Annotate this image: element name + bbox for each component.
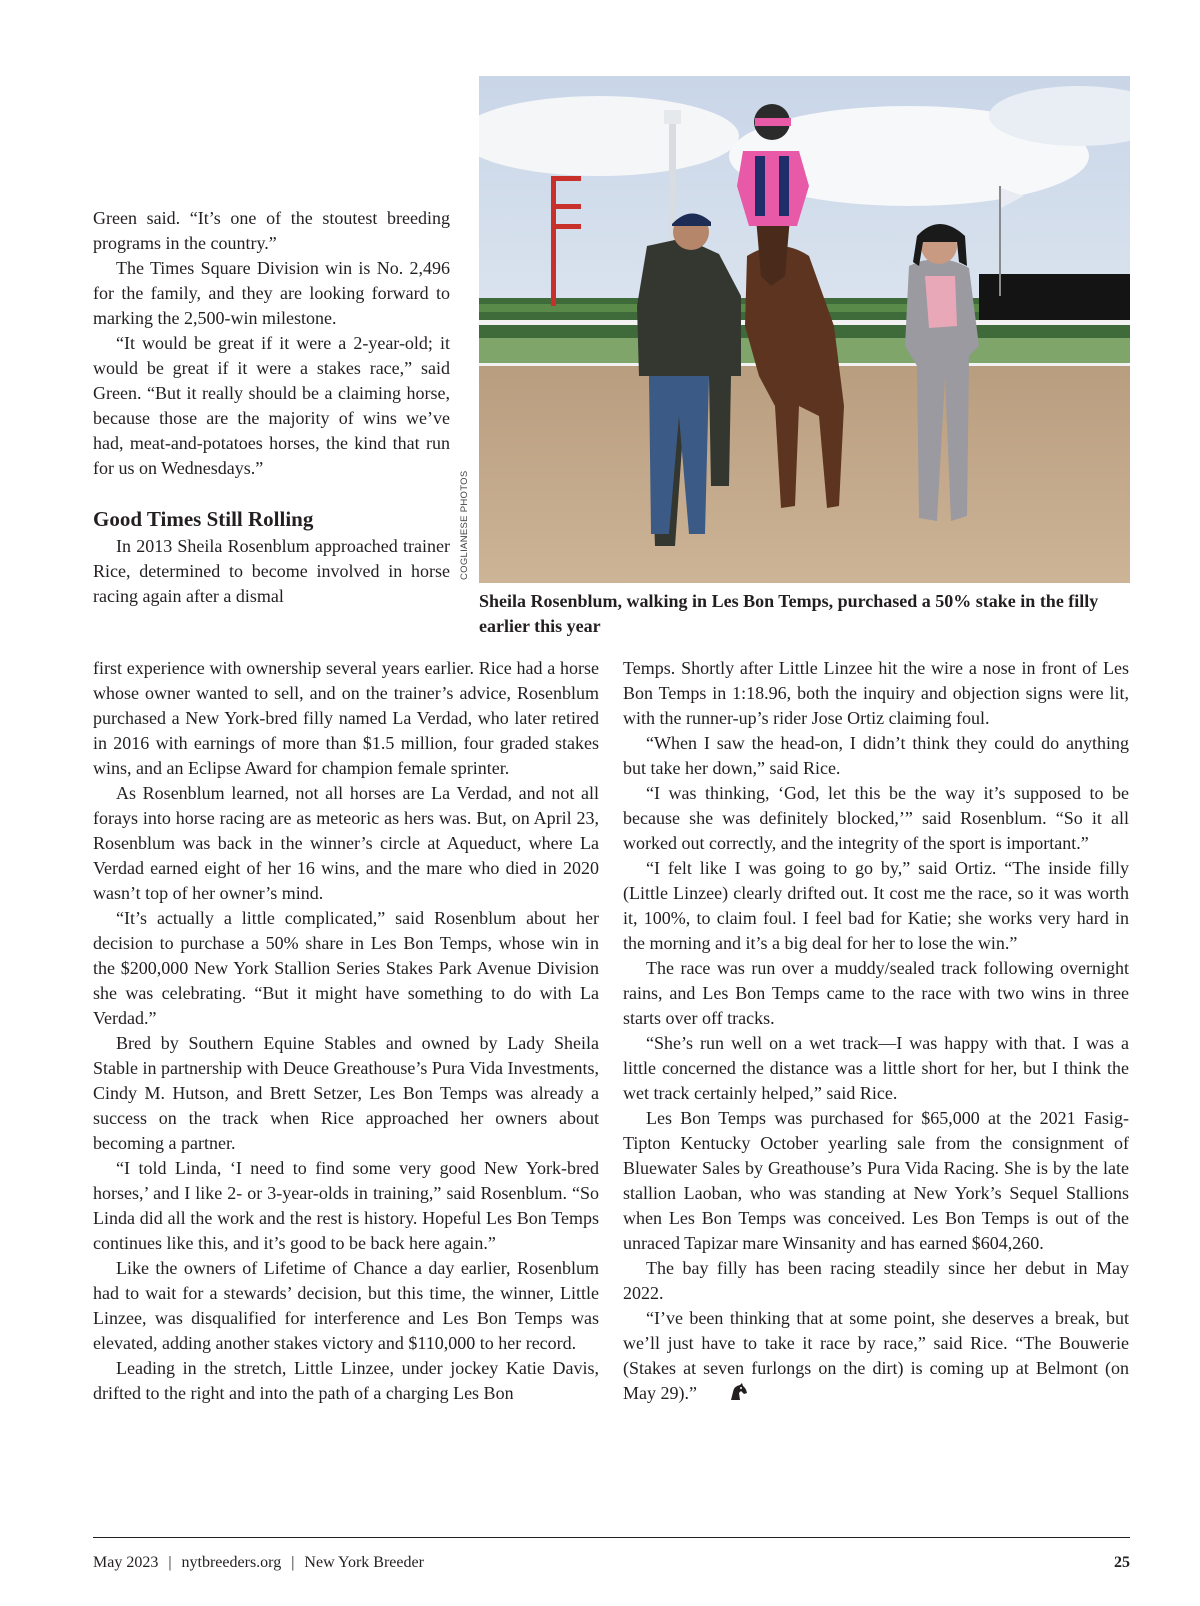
article-column-left-bottom — [93, 656, 599, 1406]
article-paragraph: Green said. “It’s one of the stoutest breeding programs in the country.” — [93, 208, 450, 253]
article-paragraph: Temps. Shortly after Little Linzee hit the wire a nose in front of Les Bon Temps in 1:18.96, both the inquiry and objection signs were lit, with the runner-up’s rider Jose Ortiz claiming foul. — [623, 658, 1129, 728]
article-column-right — [623, 656, 1129, 1408]
page-number: 25 — [1114, 1554, 1130, 1571]
article-paragraph: “I was thinking, ‘God, let this be the way it’s supposed to be because she was definitely blocked,’” said Rosenblum. “So it all worked out correctly, and the integrity of the sport is important.” — [623, 783, 1129, 853]
article-column-left-top — [93, 206, 450, 609]
article-paragraph: In 2013 Sheila Rosenblum approached trainer Rice, determined to become involved in horse racing again after a dismal — [93, 536, 450, 606]
article-paragraph: “When I saw the head-on, I didn’t think they could do anything but take her down,” said Rice. — [623, 733, 1129, 778]
photo-credit: COGLIANESE PHOTOS — [459, 470, 470, 580]
article-paragraph: first experience with ownership several years earlier. Rice had a horse whose owner wanted to sell, and on the trainer’s advice, Rosenblum purchased a New York-bred filly named La Verdad, who later retired in 2016 with earnings of more than $1.5 million, four graded stakes wins, and an Eclipse Award for champion female sprinter. — [93, 658, 599, 778]
article-paragraph: “I felt like I was going to go by,” said Ortiz. “The inside filly (Little Linzee) clearly drifted out. It cost me the race, so it was worth it, 100%, to claim foul. I feel bad for Katie; she works very hard in the morning and it’s a big deal for her to lose the win.” — [623, 858, 1129, 953]
article-paragraph: The race was run over a muddy/sealed track following overnight rains, and Les Bon Temps came to the race with two wins in three starts over off tracks. — [623, 958, 1129, 1028]
footer-date: May 2023 — [93, 1554, 159, 1571]
article-paragraph: Leading in the stretch, Little Linzee, under jockey Katie Davis, drifted to the right and into the path of a charging Les Bon — [93, 1358, 599, 1403]
page-footer — [93, 1553, 1130, 1573]
photo-caption: Sheila Rosenblum, walking in Les Bon Temps, purchased a 50% stake in the filly earlier this year — [479, 591, 1099, 636]
article-paragraph: The bay filly has been racing steadily since her debut in May 2022. — [623, 1258, 1129, 1303]
horse-head-icon — [705, 1383, 748, 1408]
article-paragraph: As Rosenblum learned, not all horses are La Verdad, and not all forays into horse racing are as meteoric as hers was. But, on April 23, Rosenblum was back in the winner’s circle at Aqueduct, where La Verdad earned eight of her 16 wins, and the mare who died in 2020 wasn’t top of her owner’s mind. — [93, 783, 599, 903]
footer-website: nytbreeders.org — [181, 1554, 282, 1571]
article-paragraph: Les Bon Temps was purchased for $65,000 at the 2021 Fasig-Tipton Kentucky October yearling sale from the consignment of Bluewater Sales by Greathouse’s Pura Vida Racing. She is by the late stallion Laoban, who was standing at New York’s Sequel Stallions when Les Bon Temps was conceived. Les Bon Temps is out of the unraced Tapizar mare Winsanity and has earned $604,260. — [623, 1108, 1129, 1253]
article-paragraph: “It would be great if it were a 2-year-old; it would be great if it were a stakes race,” said Green. “But it really should be a claiming horse, because those are the majority of wins we’ve had, meat-and-potatoes horses, the kind that run for us on Wednesdays.” — [93, 333, 450, 478]
footer-publication: New York Breeder — [304, 1554, 424, 1571]
final-paragraph-text: “I’ve been thinking that at some point, she deserves a break, but we’ll just have to take it race by race,” said Rice. “The Bouwerie (Stakes at seven furlongs on the dirt) is coming up at Belmont (on May 29).” — [623, 1308, 1129, 1403]
footer-rule — [93, 1537, 1130, 1538]
article-paragraph: Bred by Southern Equine Stables and owned by Lady Sheila Stable in partnership with Deuce Greathouse’s Pura Vida Investments, Cindy M. Hutson, and Brett Setzer, Les Bon Temps was already a success on the track when Rice approached her owners about becoming a partner. — [93, 1033, 599, 1153]
article-paragraph — [623, 1306, 1129, 1408]
article-paragraph: “She’s run well on a wet track—I was happy with that. I was a little concerned the distance was a little short for her, but I think the wet track certainly helped,” said Rice. — [623, 1033, 1129, 1103]
winners-circle-photo — [479, 76, 1130, 583]
footer-separator: | — [291, 1554, 295, 1571]
section-subhead: Good Times Still Rolling — [93, 507, 314, 531]
footer-separator: | — [168, 1554, 172, 1571]
article-paragraph: Like the owners of Lifetime of Chance a day earlier, Rosenblum had to wait for a stewards’ decision, but this time, the winner, Little Linzee, was disqualified for interference and Les Bon Temps was elevated, adding another stakes victory and $110,000 to her record. — [93, 1258, 599, 1353]
article-paragraph: “It’s actually a little complicated,” said Rosenblum about her decision to purchase a 50% share in Les Bon Temps, whose win in the $200,000 New York Stallion Series Stakes Park Avenue Division she was celebrating. “But it might have something to do with La Verdad.” — [93, 908, 599, 1028]
article-paragraph: The Times Square Division win is No. 2,496 for the family, and they are looking forward to marking the 2,500-win milestone. — [93, 258, 450, 328]
article-paragraph: “I told Linda, ‘I need to find some very good New York-bred horses,’ and I like 2- or 3-year-olds in training,” said Rosenblum. “So Linda did all the work and the rest is history. Hopeful Les Bon Temps continues like this, and it’s good to be back here again.” — [93, 1158, 599, 1253]
